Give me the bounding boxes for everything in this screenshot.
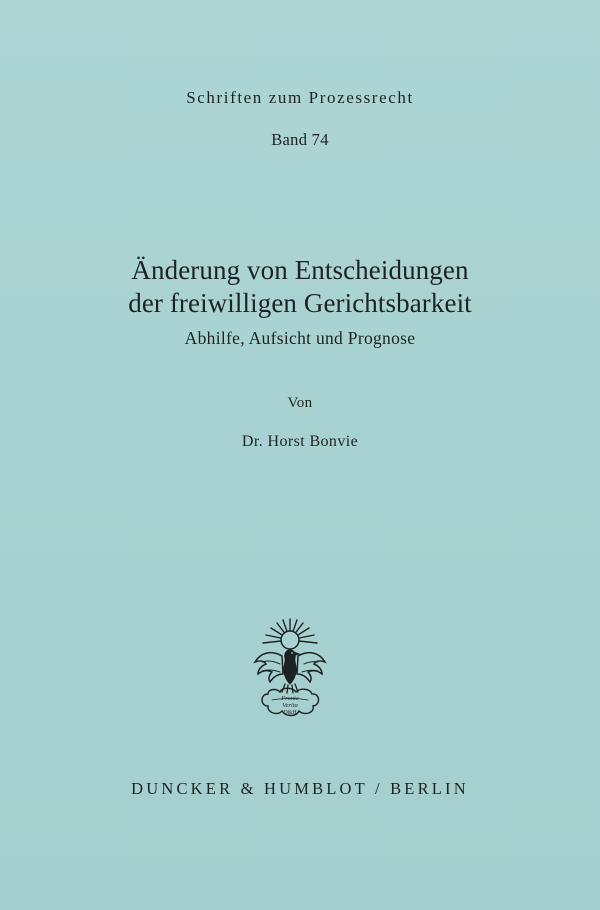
- volume-number: Band 74: [271, 130, 329, 149]
- title-line-1: Änderung von Entscheidungen: [131, 255, 469, 285]
- svg-text:D&H: D&H: [283, 710, 297, 716]
- svg-text:Fronte: Fronte: [281, 695, 299, 702]
- subtitle: Abhilfe, Aufsicht und Prognose: [184, 328, 416, 348]
- title-line-2: der freiwilligen Gerichtsbarkeit: [128, 288, 472, 318]
- svg-text:Verita: Verita: [282, 702, 298, 709]
- eagle-emblem-icon: [252, 614, 328, 720]
- publisher-imprint: DUNCKER & HUMBLOT / BERLIN: [131, 779, 469, 798]
- series-name: Schriften zum Prozessrecht: [186, 88, 414, 107]
- author-name: Dr. Horst Bonvie: [241, 433, 359, 450]
- by-label: Von: [287, 395, 313, 411]
